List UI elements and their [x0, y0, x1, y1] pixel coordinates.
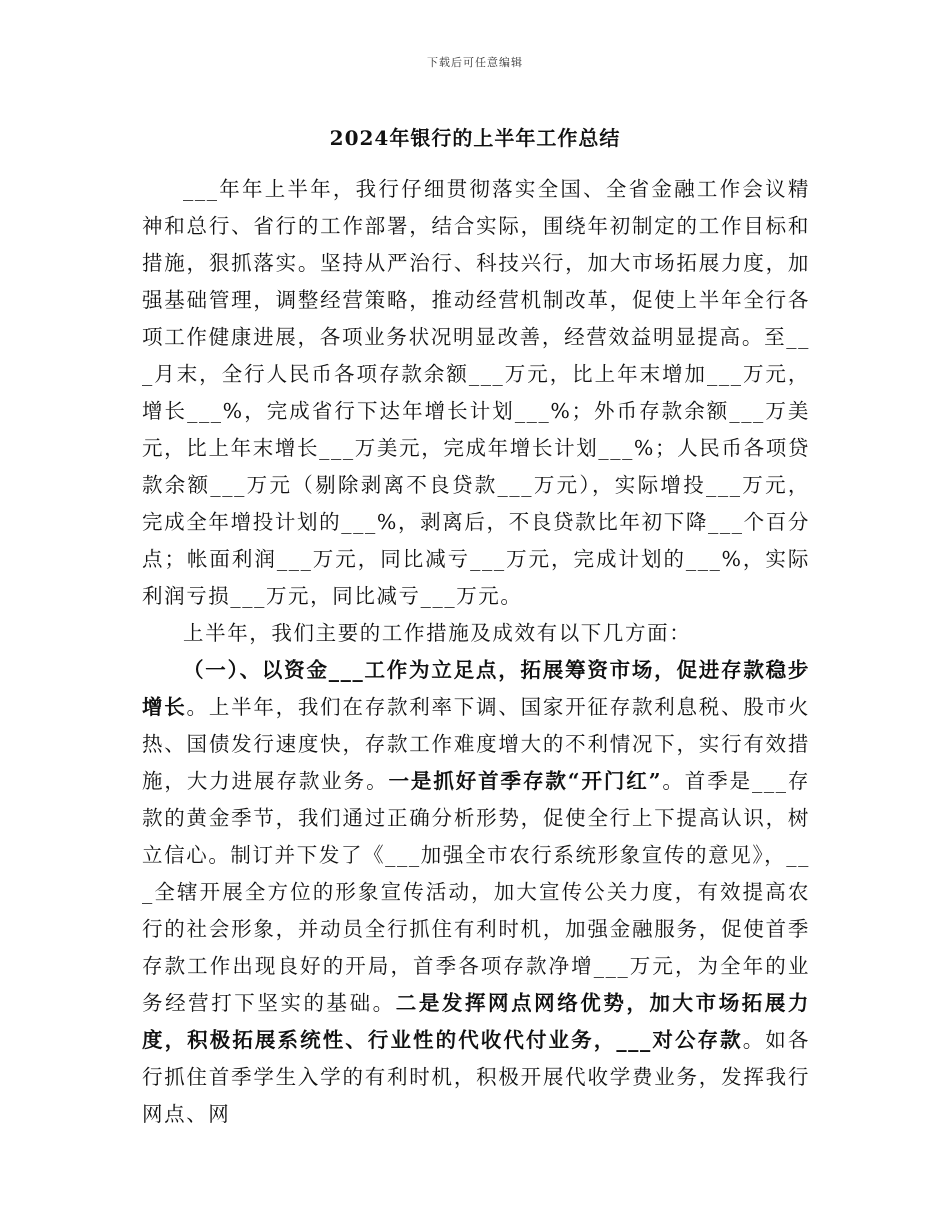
section-one-text-2: 。首季是___存款的黄金季节，我们通过正确分析形势，促使全行上下提高认识，树立信心。制订并下发了《___加强全市农行系统形象宣传的意见》，___全辖开展全方位的形象宣传活动，加大宣传公关力度，有效提高农行的社会形象，并动员全行抓住有利时机，加强金融服务，促使首季存款工作出现良好的开局，首季各项存款净增___万元，为全年的业务经营打下坚实的基础。	[142, 769, 810, 1015]
paragraph-section-one	[142, 652, 810, 1133]
section-one-text-3: 。如各行抓住首季学生入学的有利时机，积极开展代收学费业务，发挥我行网点、网	[142, 1028, 810, 1126]
paragraph-intro-measures: 上半年，我们主要的工作措施及成效有以下几方面：	[183, 621, 692, 645]
paragraph-overview: ___年年上半年，我行仔细贯彻落实全国、全省金融工作会议精神和总行、省行的工作部署，结合实际，围绕年初制定的工作目标和措施，狠抓落实。坚持从严治行、科技兴行，加大市场拓展力度，加强基础管理，调整经营策略，推动经营机制改革，促使上半年全行各项工作健康进展，各项业务状况明显改善，经营效益明显提高。至___月末，全行人民币各项存款余额___万元，比上年末增加___万元，增长___%，完成省行下达年增长计划___%；外币存款余额___万美元，比上年末增长___万美元，完成年增长计划___%；人民币各项贷款余额___万元（剔除剥离不良贷款___万元），实际增投___万元，完成全年增投计划的___%，剥离后，不良贷款比年初下降___个百分点；帐面利润___万元，同比减亏___万元，完成计划的___%，实际利润亏损___万元，同比减亏___万元。	[142, 177, 810, 608]
section-one-heading: （一）、以资金___工作为立足点，拓展筹资市场，促进存款稳步增长	[142, 658, 810, 719]
document-title: 2024年银行的上半年工作总结	[329, 126, 621, 150]
section-one-point-2: 二是发挥网点网络优势，加大市场拓展力度，积极拓展系统性、行业性的代收代付业务，___对公存款	[142, 991, 810, 1052]
section-one-point-1: 一是抓好首季存款“开门红”	[388, 769, 663, 793]
section-one-text-1: 。上半年，我们在存款利率下调、国家开征存款利息税、股市火热、国债发行速度快，存款工作难度增大的不利情况下，实行有效措施，大力进展存款业务。	[142, 695, 810, 793]
document-body	[142, 171, 810, 1133]
page-header-note: 下载后可任意编辑	[427, 56, 523, 69]
